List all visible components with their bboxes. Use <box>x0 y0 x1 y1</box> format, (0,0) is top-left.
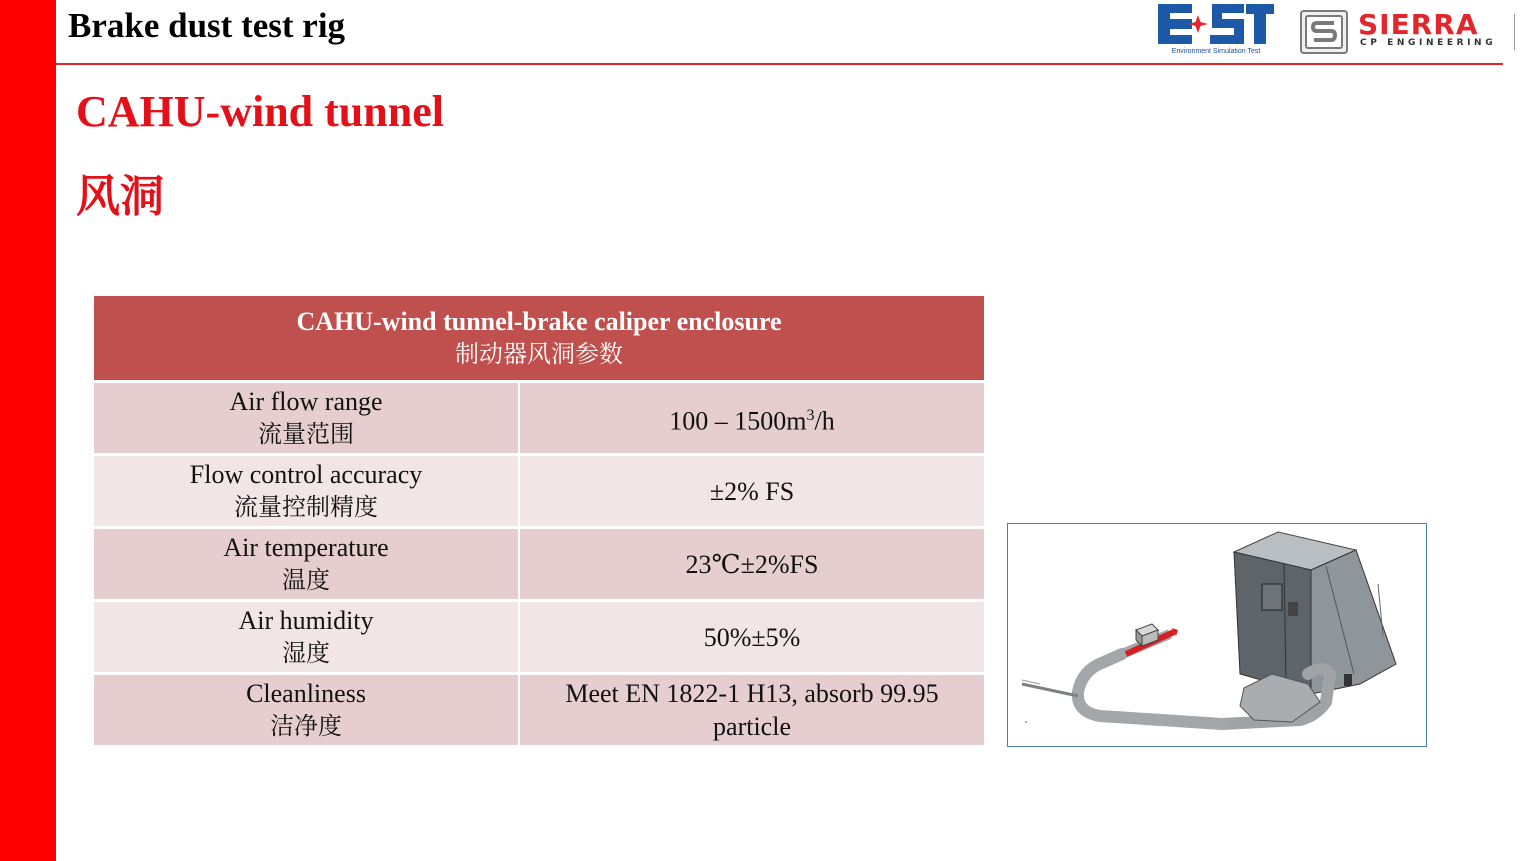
row-label <box>94 382 519 455</box>
est-logo <box>1156 4 1276 58</box>
row-label <box>94 601 519 674</box>
row-label <box>94 455 519 528</box>
sierra-logo <box>1300 10 1516 56</box>
table-row <box>94 382 984 455</box>
row-label-en: Air temperature <box>223 533 389 562</box>
spec-table <box>94 296 984 748</box>
table-row <box>94 455 984 528</box>
header-title: Brake dust test rig <box>68 6 346 45</box>
table-row <box>94 528 984 601</box>
row-label <box>94 674 519 747</box>
row-value-superscript: 3 <box>806 406 815 424</box>
row-label-zh: 流量范围 <box>258 420 354 448</box>
logo-divider <box>1514 14 1515 50</box>
row-value: 23℃±2%FS <box>519 528 984 601</box>
table-header-en: CAHU-wind tunnel-brake caliper enclosure <box>296 307 782 336</box>
row-label-zh: 流量控制精度 <box>234 493 378 521</box>
row-label-zh: 湿度 <box>282 639 330 667</box>
row-label-en: Air flow range <box>229 387 383 416</box>
row-label-en: Flow control accuracy <box>189 460 423 489</box>
slide-title: CAHU-wind tunnel <box>76 87 444 136</box>
row-value-main: 100 – 1500m <box>669 406 807 436</box>
row-label <box>94 528 519 601</box>
row-value <box>519 674 984 747</box>
row-label-en: Air humidity <box>238 606 374 635</box>
sierra-wordmark: SIERRA <box>1358 8 1479 41</box>
row-label-zh: 温度 <box>282 566 330 594</box>
row-label-zh: 洁净度 <box>270 712 342 740</box>
est-logo-icon <box>1158 4 1274 44</box>
table-header-row <box>94 296 984 382</box>
sierra-s-badge-icon <box>1300 10 1348 54</box>
table-row <box>94 674 984 747</box>
row-label-en: Cleanliness <box>246 679 366 708</box>
sierra-subtitle: CP ENGINEERING <box>1360 38 1497 48</box>
slide-subtitle-chinese: 风洞 <box>76 171 164 222</box>
header-divider <box>56 63 1503 65</box>
row-value <box>519 382 984 455</box>
row-value: ±2% FS <box>519 455 984 528</box>
wind-tunnel-cabinet-illustration-icon <box>1008 524 1426 746</box>
row-value-line2: particle <box>713 712 791 741</box>
row-value-unit: /h <box>814 406 835 436</box>
est-tagline: Environment Simulation Test <box>1171 48 1261 55</box>
row-value: 50%±5% <box>519 601 984 674</box>
table-header-cell <box>94 296 984 382</box>
row-value-line1: Meet EN 1822-1 H13, absorb 99.95 <box>565 679 939 708</box>
wind-tunnel-figure <box>1007 523 1427 747</box>
table-header-zh: 制动器风洞参数 <box>455 340 623 368</box>
table-row <box>94 601 984 674</box>
accent-sidebar <box>0 0 56 861</box>
